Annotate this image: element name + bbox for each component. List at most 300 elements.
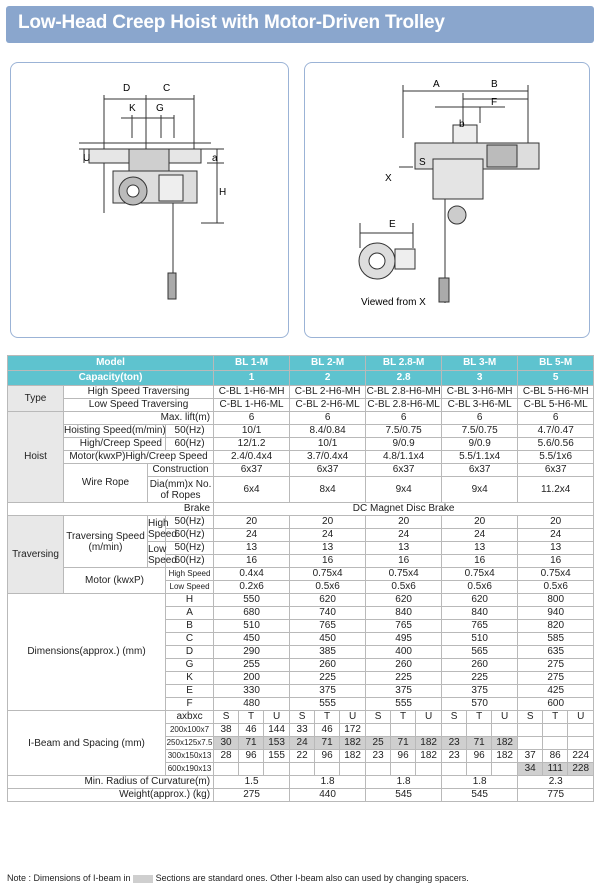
- cell: 0.75x4: [518, 568, 594, 581]
- cell: 545: [442, 789, 518, 802]
- type-high-row: [8, 386, 594, 399]
- radius-row: [8, 776, 594, 789]
- cell: 0.75x4: [366, 568, 442, 581]
- cell: 255: [214, 659, 290, 672]
- cell: 20: [290, 516, 366, 529]
- cell: 13: [290, 542, 366, 555]
- cell: 5.5/1x6: [518, 451, 594, 464]
- ibeam-cell: 155: [264, 750, 290, 763]
- cell: 8.4/0.84: [290, 425, 366, 438]
- capacity-4: 3: [442, 371, 518, 386]
- ibeam-cell: [492, 724, 518, 737]
- ibeam-cell: 38: [214, 724, 239, 737]
- ibeam-cell: 71: [239, 737, 264, 750]
- cell: 620: [366, 594, 442, 607]
- cell: 0.75x4: [442, 568, 518, 581]
- ibeam-cell: 144: [264, 724, 290, 737]
- cell: C-BL 2.8-H6-MH: [366, 386, 441, 397]
- dim-label-S: S: [419, 157, 426, 168]
- cell: 0.5x6: [518, 581, 594, 594]
- cell: C-BL 2.8-H6-ML: [367, 399, 440, 410]
- cell: 840: [366, 607, 442, 620]
- cell: 680: [214, 607, 290, 620]
- dimension-key: C: [166, 633, 214, 646]
- cell: 375: [366, 685, 442, 698]
- dimensions-label: Dimensions(approx.) (mm): [8, 594, 166, 711]
- trav-high-50-row: [8, 516, 594, 529]
- cell: 6x37: [290, 464, 366, 477]
- front-view-svg: [11, 63, 290, 339]
- axbxc-label: axbxc: [166, 711, 214, 724]
- hz-60: 60(Hz): [166, 438, 214, 451]
- cell: 275: [518, 659, 594, 672]
- ibeam-size: 600x190x13: [166, 763, 214, 776]
- cell: 1.8: [442, 776, 518, 789]
- cell: 600: [518, 698, 594, 711]
- cell: 4.7/0.47: [518, 425, 594, 438]
- spec-table: [7, 355, 594, 802]
- side-view-svg: [305, 63, 591, 339]
- high-creep-label: High/Creep Speed: [64, 438, 166, 451]
- cell: 1.8: [290, 776, 366, 789]
- radius-label: Min. Radius of Curvature(m): [8, 776, 214, 789]
- traversing-speed-label: Traversing Speed (m/min): [64, 516, 148, 568]
- cell: C-BL 5-H6-ML: [518, 399, 594, 412]
- ibeam-size: 200x100x7: [166, 724, 214, 737]
- cell: 12/1.2: [214, 438, 290, 451]
- ibeam-cell: 182: [416, 737, 442, 750]
- ibeam-cell: [239, 763, 264, 776]
- trav-motor-high-row: [8, 568, 594, 581]
- cell: 9/0.9: [442, 438, 518, 451]
- cell: 6x4: [214, 477, 290, 503]
- ibeam-cell: 71: [391, 737, 416, 750]
- ibeam-cell: 23: [366, 750, 391, 763]
- ibeam-cell: 86: [543, 750, 568, 763]
- dim-label-H: H: [219, 187, 227, 198]
- stu-header: S: [366, 711, 391, 724]
- stu-header: S: [518, 711, 543, 724]
- stu-header: U: [492, 711, 518, 724]
- stu-header: U: [568, 711, 594, 724]
- ibeam-cell: [264, 763, 290, 776]
- model-2: BL 2-M: [290, 356, 366, 371]
- stu-header: T: [315, 711, 340, 724]
- rope-construction-row: [8, 464, 594, 477]
- cell: 20: [442, 516, 518, 529]
- cell: 13: [518, 542, 594, 555]
- dimension-key: H: [166, 594, 214, 607]
- cell: 450: [290, 633, 366, 646]
- ibeam-cell: 182: [340, 750, 366, 763]
- type-label: Type: [8, 386, 64, 412]
- cell: 3.7/0.4x4: [290, 451, 366, 464]
- ibeam-cell: [391, 724, 416, 737]
- dim-label-G: G: [156, 103, 164, 114]
- hoist-speed-50-row: [8, 425, 594, 438]
- cell: 260: [366, 659, 442, 672]
- dimension-key: D: [166, 646, 214, 659]
- cell: 13: [442, 542, 518, 555]
- ibeam-size: 300x150x13: [166, 750, 214, 763]
- cell: 10/1: [290, 438, 366, 451]
- dimension-key: G: [166, 659, 214, 672]
- cell: 550: [214, 594, 290, 607]
- stu-header: U: [416, 711, 442, 724]
- cell: 385: [290, 646, 366, 659]
- model-label: Model: [8, 356, 214, 371]
- stu-header: U: [264, 711, 290, 724]
- ibeam-cell: 182: [340, 737, 366, 750]
- stu-header: T: [239, 711, 264, 724]
- ibeam-cell: [366, 724, 391, 737]
- cell: 2.4/0.4x4: [214, 451, 290, 464]
- dim-label-B: B: [491, 79, 498, 90]
- motor-low-label: Low Speed: [166, 581, 214, 594]
- construction-label: Construction: [148, 464, 214, 477]
- cell: 7.5/0.75: [366, 425, 442, 438]
- dimension-key: B: [166, 620, 214, 633]
- dim-label-D: D: [123, 83, 131, 94]
- weight-row: [8, 789, 594, 802]
- ibeam-cell: 71: [315, 737, 340, 750]
- hz-50: 50(Hz): [166, 425, 214, 438]
- cell: 290: [214, 646, 290, 659]
- cell: 375: [442, 685, 518, 698]
- capacity-1: 1: [214, 371, 290, 386]
- dim-label-X: X: [385, 173, 392, 184]
- cell: 275: [518, 672, 594, 685]
- ibeam-cell: 46: [239, 724, 264, 737]
- dim-label-a: a: [212, 153, 218, 164]
- ibeam-cell: 153: [264, 737, 290, 750]
- dimension-key: A: [166, 607, 214, 620]
- cell: 13: [214, 542, 290, 555]
- cell: 7.5/0.75: [442, 425, 518, 438]
- cell: 225: [442, 672, 518, 685]
- cell: 765: [366, 620, 442, 633]
- cell: 6: [214, 412, 290, 425]
- ibeam-cell: 33: [290, 724, 315, 737]
- cell: 0.5x6: [366, 581, 442, 594]
- ibeam-cell: [391, 763, 416, 776]
- hz-50: 50(Hz): [166, 542, 214, 555]
- weight-label: Weight(approx.) (kg): [8, 789, 214, 802]
- traversing-motor-label: Motor (kwxP): [64, 568, 166, 594]
- cell: 400: [366, 646, 442, 659]
- cell: 6x37: [442, 464, 518, 477]
- capacity-row: [8, 371, 594, 386]
- cell: 20: [518, 516, 594, 529]
- ibeam-cell: 23: [442, 750, 467, 763]
- cell: 1.8: [366, 776, 442, 789]
- ibeam-cell: [416, 724, 442, 737]
- page-title: Low-Head Creep Hoist with Motor-Driven Trolley: [18, 12, 445, 33]
- cell: C-BL 1-H6-MH: [214, 386, 290, 399]
- hoist-label: Hoist: [8, 412, 64, 503]
- cell: 6: [518, 412, 594, 425]
- ibeam-cell: 96: [315, 750, 340, 763]
- ibeam-cell: 224: [568, 750, 594, 763]
- cell: 740: [290, 607, 366, 620]
- cell: 16: [442, 555, 518, 568]
- ibeam-cell: [290, 763, 315, 776]
- motor-high-label: High Speed: [166, 568, 214, 581]
- low-speed-label: Low Speed: [148, 543, 177, 566]
- ibeam-cell: 30: [214, 737, 239, 750]
- dimension-key: F: [166, 698, 214, 711]
- hz-60: 60(Hz): [166, 555, 214, 568]
- cell: 555: [290, 698, 366, 711]
- gray-swatch: [133, 875, 153, 883]
- hoist-motor-label: Motor(kwxP)High/Creep Speed: [64, 451, 214, 464]
- ibeam-cell: [340, 763, 366, 776]
- max-lift-label: Max. lift(m): [64, 412, 214, 425]
- capacity-2: 2: [290, 371, 366, 386]
- wire-rope-label: Wire Rope: [64, 464, 148, 503]
- model-5: BL 5-M: [518, 356, 594, 371]
- dimension-key: E: [166, 685, 214, 698]
- ibeam-body: [8, 711, 594, 776]
- ibeam-cell: [492, 763, 518, 776]
- cell: 510: [214, 620, 290, 633]
- cell: 940: [518, 607, 594, 620]
- ibeam-cell: [214, 763, 239, 776]
- cell: 260: [290, 659, 366, 672]
- capacity-label: Capacity(ton): [8, 371, 214, 386]
- type-low-label: Low Speed Traversing: [64, 399, 214, 412]
- cell: 24: [518, 529, 594, 542]
- dimension-row: [8, 594, 594, 607]
- brake-value: DC Magnet Disc Brake: [214, 503, 594, 516]
- ibeam-label: I-Beam and Spacing (mm): [8, 711, 166, 776]
- model-3: BL 2.8-M: [366, 356, 442, 371]
- dim-label-b: b: [459, 119, 465, 130]
- cell: 0.5x6: [290, 581, 366, 594]
- ibeam-cell: 96: [467, 750, 492, 763]
- cell: 10/1: [214, 425, 290, 438]
- cell: 765: [442, 620, 518, 633]
- cell: 9x4: [442, 477, 518, 503]
- ibeam-cell: 182: [492, 750, 518, 763]
- hoisting-speed-label: Hoisting Speed(m/min): [64, 425, 166, 436]
- type-high-label: High Speed Traversing: [64, 386, 214, 399]
- stu-header: T: [391, 711, 416, 724]
- cell: 260: [442, 659, 518, 672]
- hz-60: 60(Hz): [166, 529, 214, 542]
- ibeam-cell: 24: [290, 737, 315, 750]
- cell: 9/0.9: [366, 438, 442, 451]
- stu-header: S: [442, 711, 467, 724]
- ibeam-cell: 182: [416, 750, 442, 763]
- ibeam-cell: 228: [568, 763, 594, 776]
- ibeam-cell: 96: [391, 750, 416, 763]
- cell: 5.6/0.56: [518, 438, 594, 451]
- side-view-drawing: [304, 62, 590, 338]
- dim-label-C: C: [163, 83, 171, 94]
- ibeam-cell: 22: [290, 750, 315, 763]
- cell: C-BL 3-H6-ML: [442, 399, 518, 412]
- cell: 620: [290, 594, 366, 607]
- type-low-row: [8, 399, 594, 412]
- cell: 545: [366, 789, 442, 802]
- cell: 6: [366, 412, 442, 425]
- ibeam-cell: 34: [518, 763, 543, 776]
- ibeam-cell: 23: [442, 737, 467, 750]
- cell: 225: [290, 672, 366, 685]
- cell: 20: [214, 516, 290, 529]
- cell: 16: [214, 555, 290, 568]
- cell: 330: [214, 685, 290, 698]
- cell: 495: [366, 633, 442, 646]
- dia-label: Dia(mm)x No. of Ropes: [148, 477, 214, 503]
- ibeam-cell: [568, 724, 594, 737]
- cell: 620: [442, 594, 518, 607]
- ibeam-cell: 111: [543, 763, 568, 776]
- stu-header: T: [543, 711, 568, 724]
- ibeam-cell: 182: [492, 737, 518, 750]
- cell: C-BL 2-H6-MH: [290, 386, 366, 399]
- cell: 9x4: [366, 477, 442, 503]
- cell: 275: [214, 789, 290, 802]
- cell: 16: [366, 555, 442, 568]
- capacity-5: 5: [518, 371, 594, 386]
- cell: 24: [366, 529, 442, 542]
- cell: 510: [442, 633, 518, 646]
- ibeam-cell: 71: [467, 737, 492, 750]
- stu-header: S: [214, 711, 239, 724]
- ibeam-size: 250x125x7.5: [166, 737, 214, 750]
- cell: 24: [214, 529, 290, 542]
- cell: C-BL 5-H6-MH: [518, 386, 594, 399]
- cell: 775: [518, 789, 594, 802]
- ibeam-cell: [467, 724, 492, 737]
- cell: 24: [442, 529, 518, 542]
- cell: 635: [518, 646, 594, 659]
- cell: 4.8/1.1x4: [366, 451, 442, 464]
- cell: C-BL 2-H6-ML: [290, 399, 366, 412]
- ibeam-cell: 172: [340, 724, 366, 737]
- cell: 6: [442, 412, 518, 425]
- ibeam-cell: [442, 724, 467, 737]
- ibeam-cell: 37: [518, 750, 543, 763]
- max-lift-row: [8, 412, 594, 425]
- cell: 565: [442, 646, 518, 659]
- ibeam-cell: [442, 763, 467, 776]
- dimension-key: K: [166, 672, 214, 685]
- cell: 2.3: [518, 776, 594, 789]
- ibeam-header-row: [8, 711, 594, 724]
- cell: C-BL 1-H6-ML: [214, 399, 290, 412]
- ibeam-cell: [568, 737, 594, 750]
- cell: 480: [214, 698, 290, 711]
- ibeam-cell: 28: [214, 750, 239, 763]
- cell: 6x37: [518, 464, 594, 477]
- cell: 440: [290, 789, 366, 802]
- cell: 8x4: [290, 477, 366, 503]
- note-post: Sections are standard ones. Other I-beam also can used by changing spacers.: [155, 873, 469, 883]
- footnote: [7, 873, 469, 883]
- ibeam-cell: [416, 763, 442, 776]
- ibeam-cell: 46: [315, 724, 340, 737]
- cell: 24: [290, 529, 366, 542]
- cell: 200: [214, 672, 290, 685]
- ibeam-cell: 25: [366, 737, 391, 750]
- cell: 375: [290, 685, 366, 698]
- ibeam-cell: [518, 737, 543, 750]
- dim-label-F: F: [491, 97, 498, 108]
- traversing-label: Traversing: [8, 516, 64, 594]
- note-pre: Note : Dimensions of I-beam in: [7, 873, 131, 883]
- ibeam-cell: [543, 737, 568, 750]
- hoist-motor-row: [8, 451, 594, 464]
- cell: 16: [290, 555, 366, 568]
- ibeam-cell: [543, 724, 568, 737]
- cell: 800: [518, 594, 594, 607]
- cell: 0.5x6: [442, 581, 518, 594]
- brake-row: [8, 503, 594, 516]
- cell: 555: [366, 698, 442, 711]
- capacity-3: 2.8: [366, 371, 442, 386]
- model-1: BL 1-M: [214, 356, 290, 371]
- cell: 6: [290, 412, 366, 425]
- cell: 5.5/1.1x4: [442, 451, 518, 464]
- viewed-from-x-caption: Viewed from X: [361, 297, 426, 308]
- model-4: BL 3-M: [442, 356, 518, 371]
- cell: 765: [290, 620, 366, 633]
- high-speed-label: High Speed: [148, 517, 177, 540]
- cell: 13: [366, 542, 442, 555]
- ibeam-cell: [366, 763, 391, 776]
- ibeam-cell: 96: [239, 750, 264, 763]
- front-view-drawing: [10, 62, 289, 338]
- dim-label-U: U: [83, 153, 91, 164]
- stu-header: T: [467, 711, 492, 724]
- cell: 0.75x4: [290, 568, 366, 581]
- cell: 820: [518, 620, 594, 633]
- ibeam-cell: [315, 763, 340, 776]
- cell: 425: [518, 685, 594, 698]
- ibeam-cell: [518, 724, 543, 737]
- cell: 570: [442, 698, 518, 711]
- cell: 1.5: [214, 776, 290, 789]
- hz-50: 50(Hz): [166, 516, 214, 529]
- cell: C-BL 3-H6-MH: [442, 386, 518, 399]
- cell: 20: [366, 516, 442, 529]
- dim-label-E: E: [389, 219, 396, 230]
- cell: 840: [442, 607, 518, 620]
- cell: 0.4x4: [214, 568, 290, 581]
- cell: 6x37: [366, 464, 442, 477]
- brake-label: Brake: [8, 503, 214, 516]
- cell: 11.2x4: [518, 477, 594, 503]
- dim-label-K: K: [129, 103, 136, 114]
- dim-label-A: A: [433, 79, 440, 90]
- stu-header: U: [340, 711, 366, 724]
- cell: 585: [518, 633, 594, 646]
- cell: 16: [518, 555, 594, 568]
- page-title-bar: [6, 6, 594, 43]
- stu-header: S: [290, 711, 315, 724]
- cell: 450: [214, 633, 290, 646]
- model-row: [8, 356, 594, 371]
- dimensions-body: [8, 594, 594, 711]
- cell: 6x37: [214, 464, 290, 477]
- cell: 225: [366, 672, 442, 685]
- ibeam-cell: [467, 763, 492, 776]
- hoist-speed-60-row: [8, 438, 594, 451]
- cell: 0.2x6: [214, 581, 290, 594]
